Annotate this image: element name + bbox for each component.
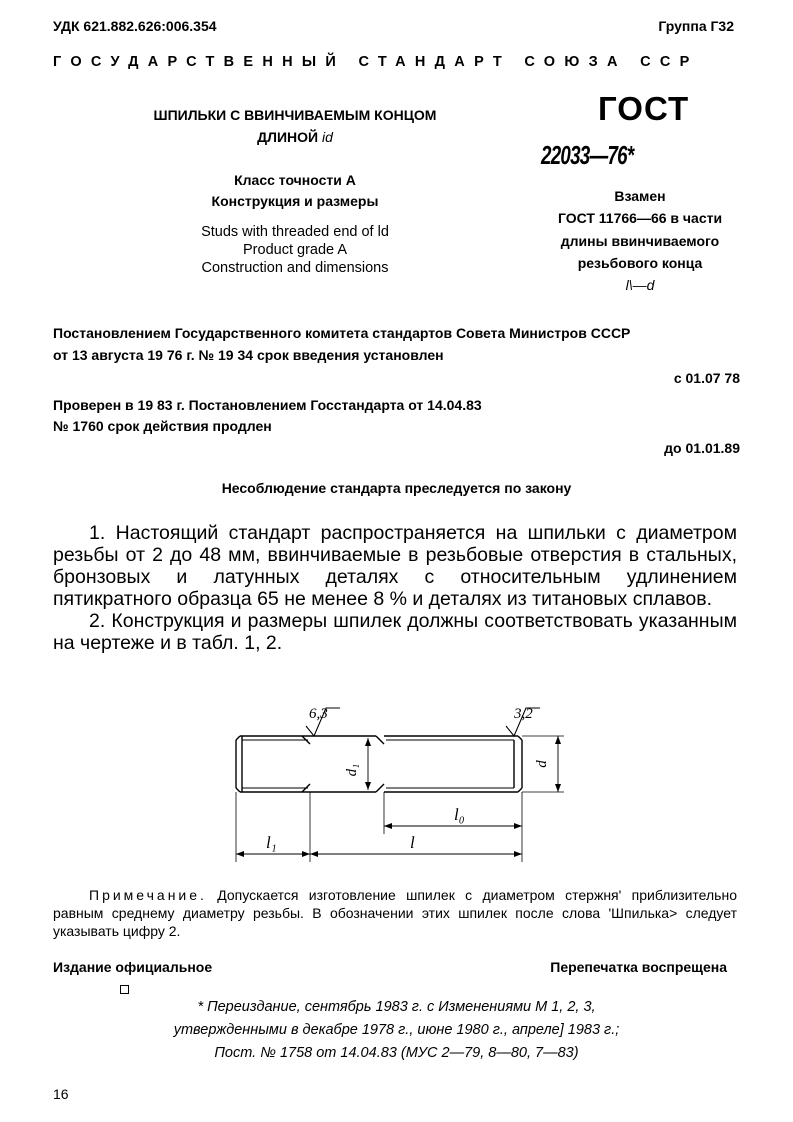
construction-title: Конструкция и размеры [211,193,379,209]
drawing-note [53,886,737,940]
footnote-line-2: утвержденными в декабре 1978 г., июне 1980 г., апреле] 1983 г.; [173,1022,620,1038]
replacement-line-1: Взамен [614,188,666,204]
roughness-label-right: 3,2 [514,706,533,722]
official-edition: Издание официальное [53,959,213,975]
decree-line-1: Постановлением Государственного комитета стандартов Совета Министров СССР [53,325,631,341]
small-square-mark [120,985,129,994]
stud-drawing [228,700,573,865]
state-standard-heading: ГОСУДАРСТВЕННЫЙ СТАНДАРТ СОЮЗА ССР [53,54,699,70]
title-line-2 [0,129,590,145]
accuracy-class: Класс точности А [234,172,356,188]
replacement-line-3: длины ввинчиваемого [560,233,720,249]
gost-word: ГОСТ [598,90,690,127]
check-line-1: Проверен в 19 83 г. Постановлением Госстандарта от 14.04.83 [53,397,482,413]
replacement-formula: l\—d [625,277,655,293]
reprint-prohibited: Перепечатка воспрещена [550,959,727,975]
title-line-2-text: ДЛИНОЙ [257,129,322,145]
page-number: 16 [53,1086,69,1102]
english-title-3: Construction and dimensions [201,260,389,276]
english-title-2: Product grade A [243,242,347,258]
english-title-1: Studs with threaded end of ld [201,224,389,240]
udk-code: УДК 621.882.626:006.354 [53,18,217,34]
footnote-line-1: * Переиздание, сентябрь 1983 г. с Изменениями М 1, 2, 3, [197,999,596,1015]
note-text: Допускается изготовление шпилек с диаметром стержня' приблизительно равным среднему диаметру резьбы. В обозначении этих шпилек после слова 'Шпилька> следует указывать цифру 2. [53,887,737,939]
dimension-l-label: l [410,833,415,852]
validity-date: до 01.01.89 [664,440,740,456]
paragraph-1: 1. Настоящий стандарт распространяется на шпильки с диаметром резьбы от 2 до 48 мм, ввинчиваемые в резьбовые отверстия в стальных, бронзовых и латунных деталях с относительным удлинением пятикратного образца 65 не менее 8 % и деталях из титановых сплавов. [53,522,737,610]
gost-number: 22033—76* [541,140,634,170]
title-line-1: ШПИЛЬКИ С ВВИНЧИВАЕМЫМ КОНЦОМ [153,107,437,123]
footnote-line-3: Пост. № 1758 от 14.04.83 (МУС 2—79, 8—80, 7—83) [214,1045,579,1061]
dimension-l1-label: l₁ [266,833,277,852]
dimension-d-label: d [534,760,550,768]
replacement-line-2: ГОСТ 11766—66 в части [557,210,723,226]
legal-warning: Несоблюдение стандарта преследуется по закону [221,480,572,496]
dimension-l0-label: l₀ [454,805,465,824]
dimension-d1-label: d₁ [344,763,360,777]
roughness-label-left: 6,3 [309,706,328,722]
note-label: Примечание. [89,887,207,903]
replacement-line-4: резьбового конца [577,255,703,271]
decree-line-2: от 13 августа 19 76 г. № 19 34 срок введения установлен [53,347,444,363]
body-text [53,522,737,654]
group-code: Группа Г32 [658,18,734,34]
introduction-date: с 01.07 78 [673,370,740,386]
check-line-2: № 1760 срок действия продлен [53,418,272,434]
paragraph-2: 2. Конструкция и размеры шпилек должны соответствовать указанным на чертеже и в табл. 1, 2. [53,610,737,654]
title-line-2-italic: id [321,129,333,145]
